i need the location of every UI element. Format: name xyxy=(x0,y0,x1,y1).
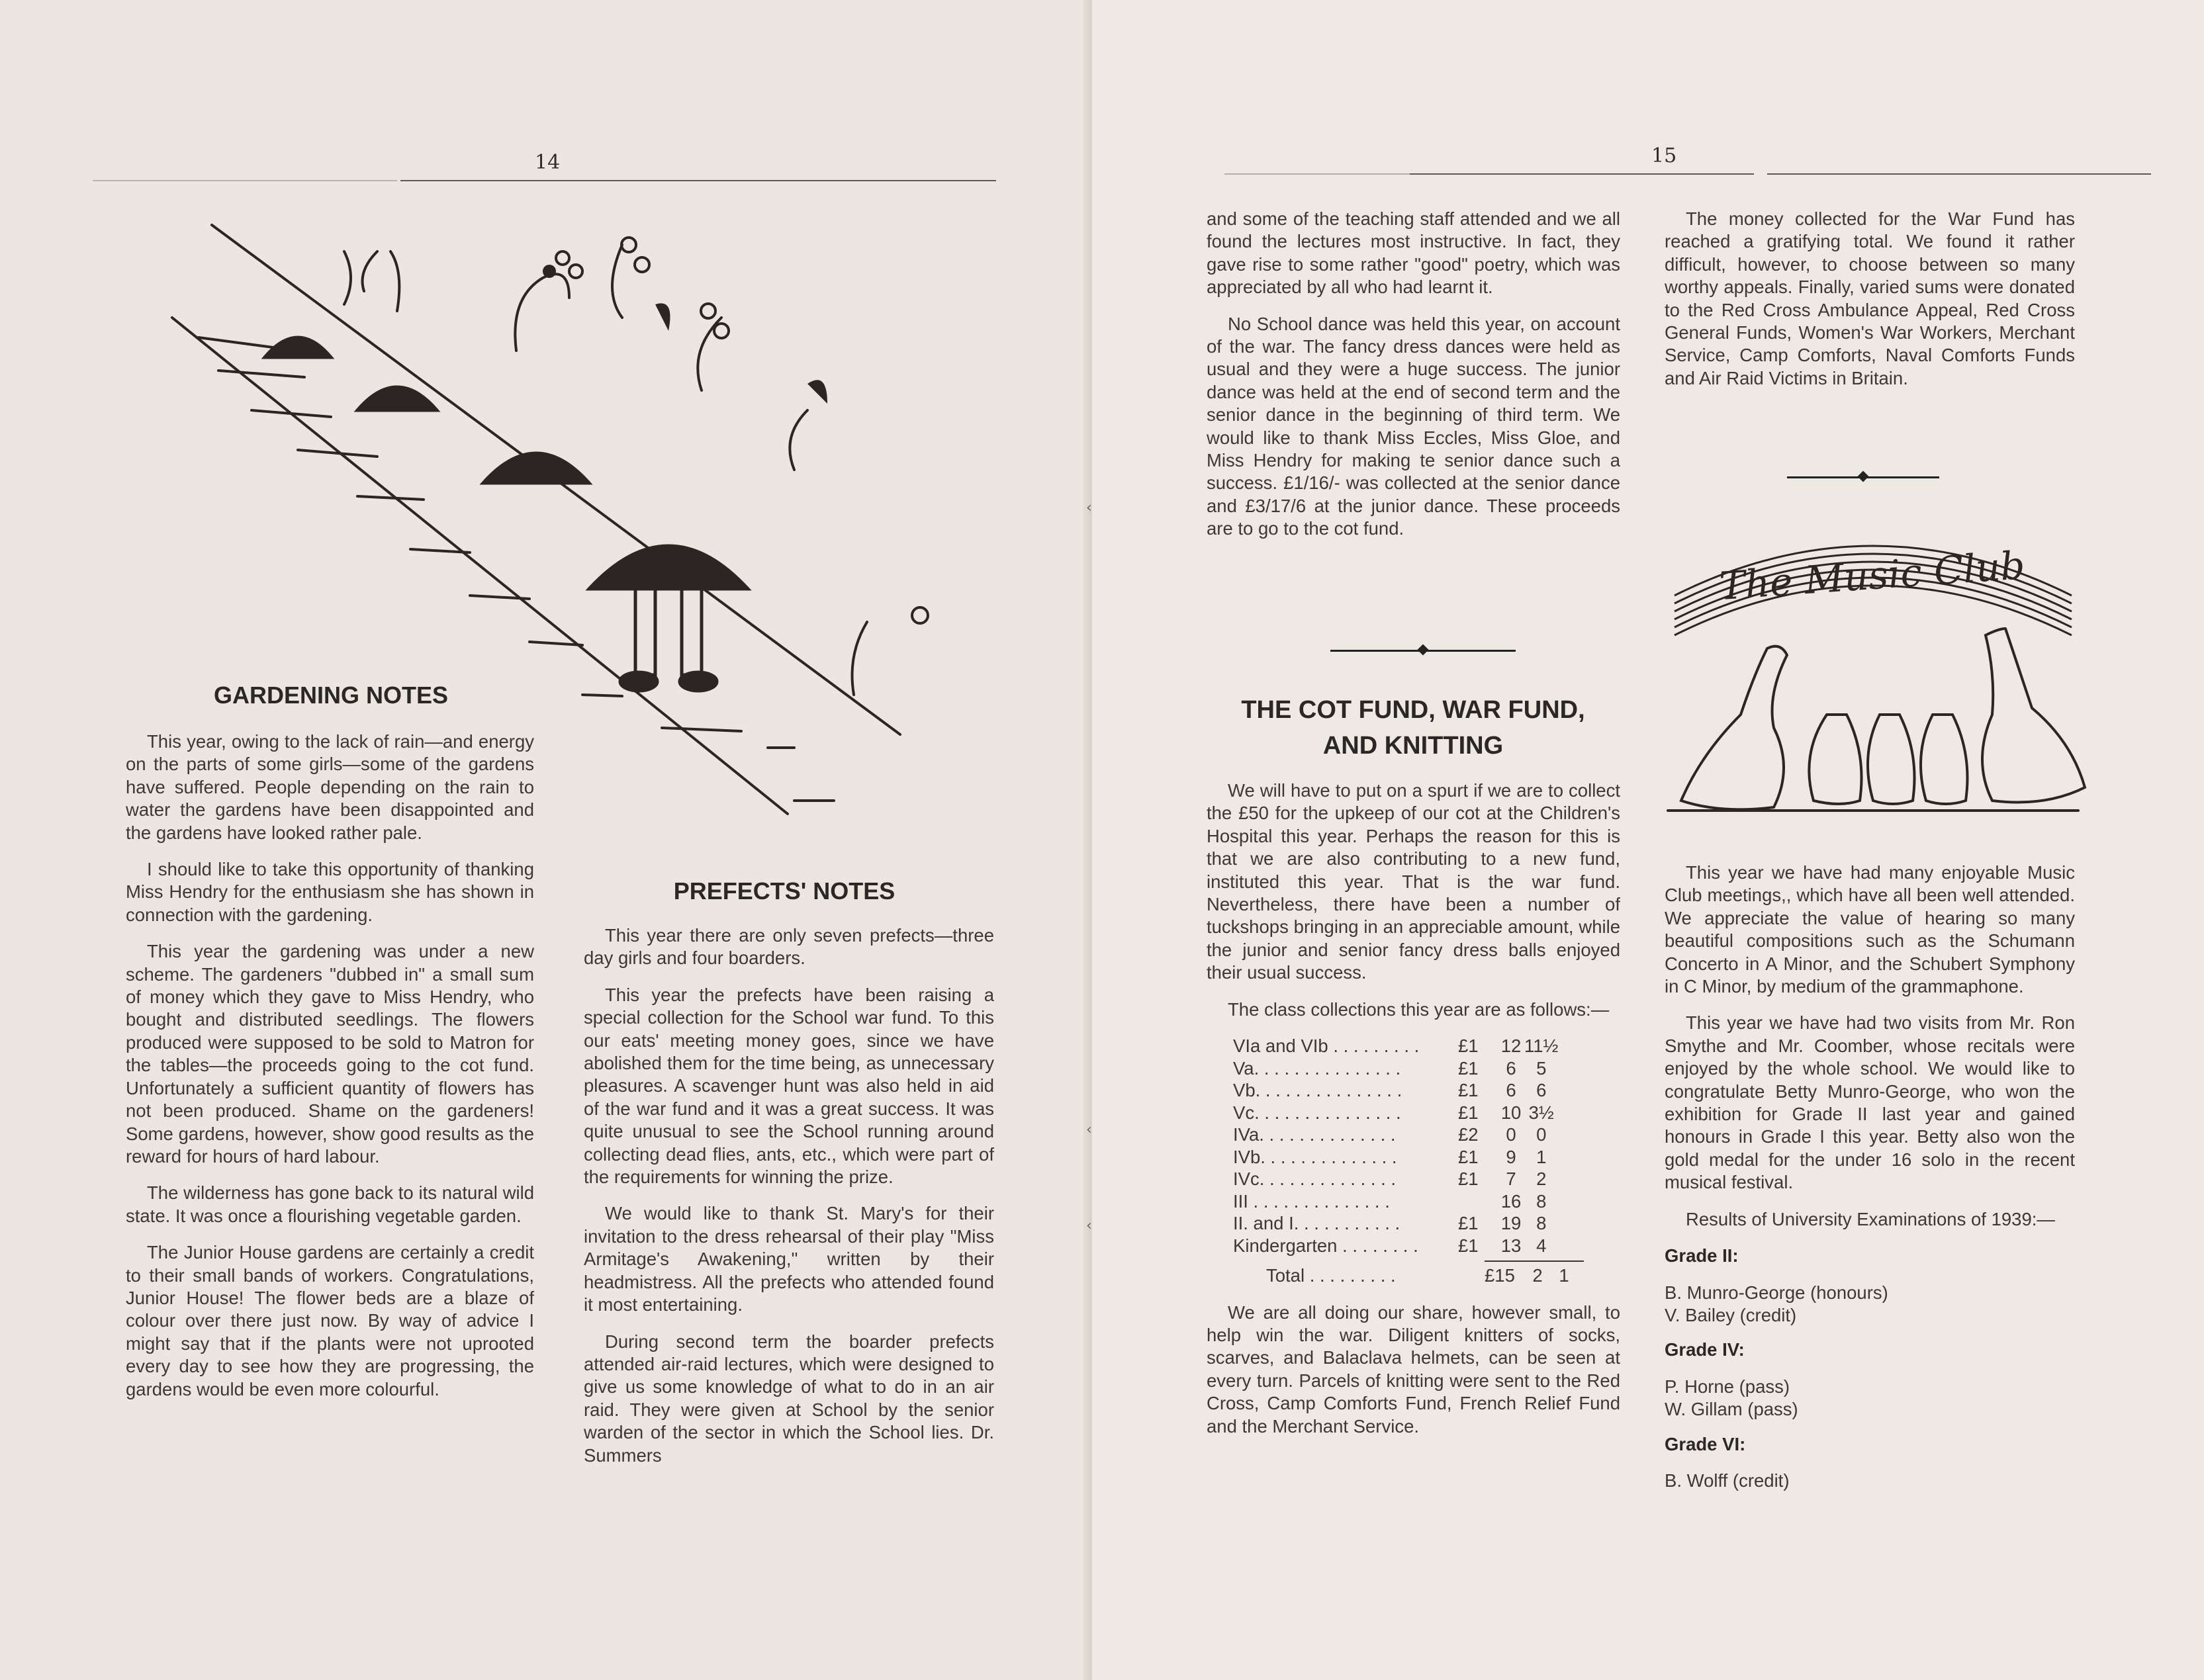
paragraph: This year, owing to the lack of rain—and energy on the parts of some girls—some of the gardens have suffered. People depending on the rain to water the gardens have been disappointed and the gardens have looked rather pale. xyxy=(126,731,534,843)
paragraph: This year the gardening was under a new scheme. The gardeners "dubbed in" a small sum of money which they gave to Miss Hendry, who bought and distributed seedlings. The flowers produced were supposed to be sold to Matron for the tables—the proceeds going to the cot fund. Unfortunately a sufficient quantity of flowers has not been produced. Shame on the gardeners! Some gardens, however, show good results as the reward for hours of hard labour. xyxy=(126,941,534,1167)
paragraph: The money collected for the War Fund has reached a gratifying total. We found it rather difficult, however, to choose between so many worthy appeals. Finally, varied sums were donated to the Red Cross Ambulance Appeal, Red Cross General Funds, Women's War Workers, Merchant Service, Camp Comforts, Naval Comforts Funds and Air Raid Victims in Britain. xyxy=(1665,208,2075,388)
collections-total xyxy=(1266,1264,1577,1287)
exam-results xyxy=(1665,1245,2075,1492)
section-divider xyxy=(1787,476,1939,478)
header-rule-right xyxy=(1224,173,1410,175)
prefects-column xyxy=(584,924,994,1481)
paragraph: We are all doing our share, however small, to help win the war. Diligent knitters of socks, scarves, and Balaclava helmets, can be seen at every turn. Parcels of knitting were sent to the Red Cross, Camp Comforts Fund, French Relief Fund and the Merchant Service. xyxy=(1207,1302,1620,1437)
pence: 6 xyxy=(1536,1080,1547,1101)
collection-row xyxy=(1233,1035,1558,1057)
header-rule-left xyxy=(400,180,996,181)
shillings: 10 xyxy=(1500,1102,1522,1123)
pounds: £1 xyxy=(1458,1102,1479,1123)
paragraph: The wilderness has gone back to its natural wild state. It was once a flourishing vegetable garden. xyxy=(126,1182,534,1226)
pounds: £1 xyxy=(1458,1080,1479,1101)
paragraph: This year we have had two visits from Mr. Ron Smythe and Mr. Coomber, whose recitals were enjoyed by the whole school. We would like to congratulate Betty Munro-George, who won the exhibition for Grade II last year and gained honours in Grade I this year. Betty also won the gold medal for the under 16 solo in the recent musical festival. xyxy=(1665,1012,2075,1193)
pounds xyxy=(1458,1190,1498,1213)
class-name: IVc. . . . . . . . . . . . . . xyxy=(1233,1169,1397,1190)
cot-fund-heading xyxy=(1198,692,1628,764)
total-pounds: £15 xyxy=(1485,1265,1515,1286)
total-rule xyxy=(1485,1260,1584,1262)
continuation-column xyxy=(1207,208,1620,554)
paragraph: and some of the teaching staff attended and we all found the lectures most instructive. In fact, they gave rise to some rather "good" poetry, which was appreciated by all who had learnt it. xyxy=(1207,208,1620,298)
pence: 11½ xyxy=(1524,1036,1559,1057)
grade-heading: Grade VI: xyxy=(1665,1433,1746,1454)
cot-fund-column xyxy=(1207,779,1620,1452)
page-number: 14 xyxy=(535,151,561,174)
cot-fund-heading-line1: THE COT FUND, WAR FUND, xyxy=(1241,696,1585,724)
paragraph: This year the prefects have been raising a special collection for the School war fund. To this our eats' meeting money goes, since we have abolished them for the time being, as unnecessary pleasures. A scavenger hunt was also held in aid of the war fund and it was a great success. It was quite unusual to see the School running around collecting dead flies, ants, etc., which were part of the requirements for winning the prize. xyxy=(584,984,994,1188)
paragraph: We would like to thank St. Mary's for their invitation to the dress rehearsal of their play "Miss Armitage's Awakening," written by their headmistress. All the prefects who attended found it most entertaining. xyxy=(584,1203,994,1315)
page-number: 15 xyxy=(1651,144,1677,167)
pounds: £1 xyxy=(1458,1036,1479,1057)
header-rule-right xyxy=(1767,173,2151,175)
shillings: 6 xyxy=(1506,1057,1516,1079)
pounds: £1 xyxy=(1458,1235,1479,1256)
class-name: VIa and VIb . . . . . . . . . xyxy=(1233,1036,1420,1057)
right-page xyxy=(1092,0,2204,1680)
paragraph: During second term the boarder prefects attended air-raid lectures, which were designed to give us some knowledge of what to do in an air raid. They were given at School by the senior warden of the sector in which the School lies. Dr. Summers xyxy=(584,1331,994,1466)
pounds: £2 xyxy=(1458,1124,1479,1145)
shillings: 19 xyxy=(1500,1213,1522,1234)
collection-row xyxy=(1233,1124,1558,1146)
paragraph: The class collections this year are as follows:— xyxy=(1228,998,1610,1020)
war-fund-column xyxy=(1665,208,2075,404)
staple: ‹ xyxy=(1086,500,1092,516)
cot-fund-heading-line2: AND KNITTING xyxy=(1322,732,1504,760)
pence: 5 xyxy=(1536,1057,1547,1079)
pence: 3½ xyxy=(1528,1102,1554,1123)
grade-result: B. Wolff (credit) xyxy=(1665,1470,1790,1491)
paragraph: This year we have had many enjoyable Music Club meetings,, which have all been well attended. We appreciate the value of hearing so many beautiful compositions such as the Schumann Concerto in A Minor, and the Schubert Symphony in C Minor, by medium of the grammaphone. xyxy=(1665,862,2075,997)
pence: 8 xyxy=(1536,1190,1547,1212)
shillings: 12 xyxy=(1500,1036,1522,1057)
collection-row xyxy=(1233,1102,1558,1124)
collection-row xyxy=(1233,1079,1558,1102)
grade-result: V. Bailey (credit) xyxy=(1665,1304,1797,1325)
class-name: IVb. . . . . . . . . . . . . . xyxy=(1233,1146,1397,1167)
paragraph: I should like to take this opportunity of thanking Miss Hendry for the enthusiasm she has shown in connection with the gardening. xyxy=(126,859,534,925)
class-name: Vb. . . . . . . . . . . . . . . xyxy=(1233,1080,1402,1101)
shillings: 16 xyxy=(1500,1190,1522,1212)
collection-row xyxy=(1233,1235,1558,1257)
pounds: £1 xyxy=(1458,1213,1479,1234)
pounds: £1 xyxy=(1458,1146,1479,1167)
total-shillings: 2 xyxy=(1532,1265,1543,1286)
header-rule-left xyxy=(93,180,397,181)
shillings: 13 xyxy=(1500,1235,1522,1256)
paragraph: This year there are only seven prefects—three day girls and four boarders. xyxy=(584,925,994,969)
total-label: Total . . . . . . . . . xyxy=(1266,1265,1396,1286)
total-pence: 1 xyxy=(1559,1265,1569,1286)
pence: 2 xyxy=(1536,1169,1547,1190)
gardening-column xyxy=(126,730,534,1415)
class-name: Kindergarten . . . . . . . . xyxy=(1233,1235,1418,1256)
class-name: III . . . . . . . . . . . . . . xyxy=(1233,1190,1390,1212)
paragraph: No School dance was held this year, on account of the war. The fancy dress dances were held as usual and they were a huge success. The junior dance was held at the end of second term and the senior dance in the beginning of third term. We would like to thank Miss Eccles, Miss Gloe, and Miss Hendry for making te senior dance such a success. £1/16/- was collected at the senior dance and £3/17/6 at the junior dance. These proceeds are to go to the cot fund. xyxy=(1207,313,1620,539)
class-name: IVa. . . . . . . . . . . . . . xyxy=(1233,1124,1396,1145)
class-collections-table xyxy=(1233,1035,1558,1257)
staple: ‹ xyxy=(1086,1122,1092,1138)
collection-row xyxy=(1233,1057,1558,1080)
pounds: £1 xyxy=(1458,1057,1479,1079)
grade-result: B. Munro-George (honours) xyxy=(1665,1282,1888,1303)
shillings: 7 xyxy=(1506,1169,1516,1190)
grade-result: W. Gillam (pass) xyxy=(1665,1399,1798,1420)
collection-row xyxy=(1233,1212,1558,1235)
staple: ‹ xyxy=(1086,1217,1092,1234)
left-page xyxy=(0,0,1092,1680)
section-divider xyxy=(1330,650,1516,652)
pence: 8 xyxy=(1536,1213,1547,1234)
prefects-heading: PREFECTS' NOTES xyxy=(673,877,895,905)
gardening-heading: GARDENING NOTES xyxy=(213,682,449,709)
pence: 0 xyxy=(1536,1124,1547,1145)
class-name: Vc. . . . . . . . . . . . . . . xyxy=(1233,1102,1401,1123)
pence: 4 xyxy=(1536,1235,1547,1256)
grade-heading: Grade IV: xyxy=(1665,1339,1745,1360)
collection-row xyxy=(1233,1190,1558,1213)
grade-result: P. Horne (pass) xyxy=(1665,1376,1790,1397)
class-name: Va. . . . . . . . . . . . . . . xyxy=(1233,1057,1401,1079)
gardening-illustration xyxy=(159,218,920,814)
music-club-illustration xyxy=(1661,516,2085,840)
class-name: II. and I. . . . . . . . . . . xyxy=(1233,1213,1400,1234)
pence: 1 xyxy=(1536,1146,1547,1167)
pounds: £1 xyxy=(1458,1169,1479,1190)
paragraph: We will have to put on a spurt if we are to collect the £50 for the upkeep of our cot at the Children's Hospital this year. Perhaps the reason for this is that we are also contributing to a new fund, instituted this year. That is the war fund. Nevertheless, there have been a number of tuckshops bringing in an appreciable amount, while the junior and senior fancy dress balls enjoyed their usual success. xyxy=(1207,780,1620,983)
paragraph: Results of University Examinations of 1939:— xyxy=(1686,1208,2055,1229)
music-club-column xyxy=(1665,862,2075,1504)
shillings: 9 xyxy=(1506,1146,1516,1167)
paragraph: The Junior House gardens are certainly a credit to their small bands of workers. Congratulations, Junior House! The flower beds are a blaze of colour over there just now. By way of advice I might say that if the plants were not uprooted every day to see how they are progressing, the gardens would be even more colourful. xyxy=(126,1242,534,1399)
music-club-banner-text: The Music Club xyxy=(1718,543,2027,609)
header-rule-right xyxy=(1410,173,1754,175)
shillings: 0 xyxy=(1506,1124,1516,1145)
shillings: 6 xyxy=(1506,1080,1516,1101)
collection-row xyxy=(1233,1146,1558,1169)
collection-row xyxy=(1233,1168,1558,1190)
grade-heading: Grade II: xyxy=(1665,1245,1739,1266)
